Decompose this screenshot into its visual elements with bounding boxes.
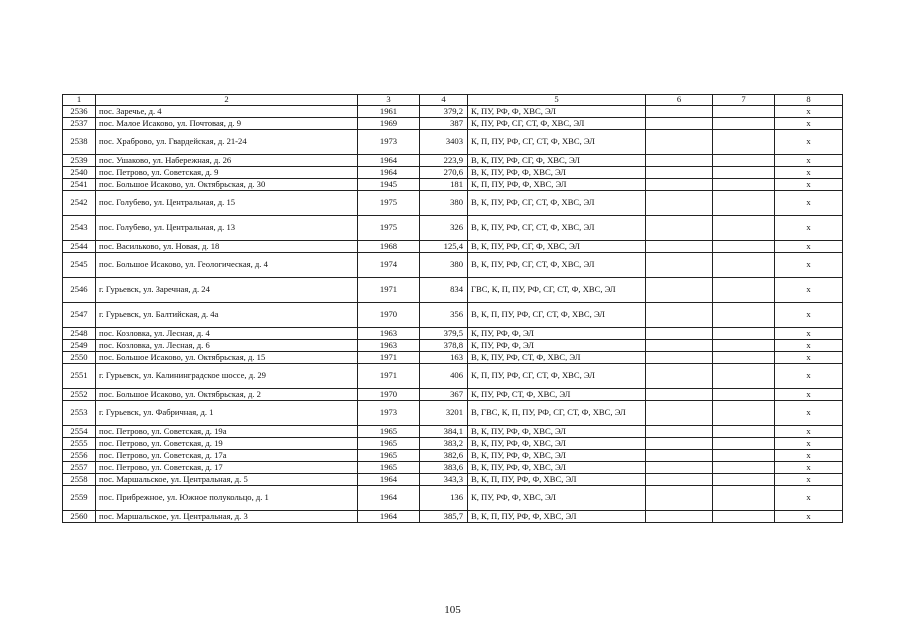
- row-address: пос. Петрово, ул. Советская, д. 19: [96, 438, 358, 450]
- row-area: 387: [420, 118, 468, 130]
- table-row: [63, 450, 843, 462]
- row-col7: [713, 474, 775, 486]
- page-number: 105: [444, 604, 461, 616]
- housing-register-table: [62, 94, 843, 523]
- row-col8: х: [775, 511, 843, 523]
- row-number: 2556: [63, 450, 96, 462]
- table-row: [63, 352, 843, 364]
- row-systems: К, П, ПУ, РФ, СГ, СТ, Ф, ХВС, ЭЛ: [468, 130, 646, 155]
- row-area: 380: [420, 253, 468, 278]
- row-col6: [646, 216, 713, 241]
- row-address: г. Гурьевск, ул. Балтийская, д. 4а: [96, 303, 358, 328]
- row-col8: х: [775, 340, 843, 352]
- row-systems: В, К, ПУ, РФ, Ф, ХВС, ЭЛ: [468, 438, 646, 450]
- row-address: пос. Петрово, ул. Советская, д. 9: [96, 167, 358, 179]
- row-systems: В, ГВС, К, П, ПУ, РФ, СГ, СТ, Ф, ХВС, ЭЛ: [468, 401, 646, 426]
- row-address: пос. Козловка, ул. Лесная, д. 6: [96, 340, 358, 352]
- table-row: [63, 389, 843, 401]
- row-year: 1965: [358, 426, 420, 438]
- row-col8: х: [775, 352, 843, 364]
- col-header-7: 7: [713, 95, 775, 106]
- row-col7: [713, 155, 775, 167]
- col-header-area: 4: [420, 95, 468, 106]
- table-row: [63, 179, 843, 191]
- row-year: 1973: [358, 401, 420, 426]
- row-systems: К, ПУ, РФ, Ф, ЭЛ: [468, 328, 646, 340]
- row-col7: [713, 511, 775, 523]
- table-row: [63, 253, 843, 278]
- row-col6: [646, 303, 713, 328]
- row-systems: К, П, ПУ, РФ, Ф, ХВС, ЭЛ: [468, 179, 646, 191]
- row-col8: х: [775, 462, 843, 474]
- row-area: 380: [420, 191, 468, 216]
- row-systems: К, ПУ, РФ, Ф, ЭЛ: [468, 340, 646, 352]
- row-col8: х: [775, 278, 843, 303]
- table-row: [63, 474, 843, 486]
- row-col6: [646, 450, 713, 462]
- col-header-systems: 5: [468, 95, 646, 106]
- row-area: 3201: [420, 401, 468, 426]
- row-col6: [646, 474, 713, 486]
- row-col6: [646, 253, 713, 278]
- row-address: пос. Большое Исаково, ул. Геологическая, д. 4: [96, 253, 358, 278]
- row-systems: В, К, ПУ, РФ, Ф, ХВС, ЭЛ: [468, 426, 646, 438]
- table-row: [63, 241, 843, 253]
- row-number: 2549: [63, 340, 96, 352]
- row-col8: х: [775, 130, 843, 155]
- row-address: пос. Голубево, ул. Центральная, д. 15: [96, 191, 358, 216]
- row-col8: х: [775, 191, 843, 216]
- row-area: 125,4: [420, 241, 468, 253]
- table-row: [63, 462, 843, 474]
- row-col6: [646, 130, 713, 155]
- row-col8: х: [775, 167, 843, 179]
- table-row: [63, 278, 843, 303]
- row-area: 384,1: [420, 426, 468, 438]
- row-year: 1963: [358, 340, 420, 352]
- row-number: 2536: [63, 106, 96, 118]
- row-systems: В, К, ПУ, РФ, Ф, ХВС, ЭЛ: [468, 450, 646, 462]
- row-year: 1964: [358, 155, 420, 167]
- row-col7: [713, 364, 775, 389]
- row-address: пос. Петрово, ул. Советская, д. 17а: [96, 450, 358, 462]
- row-systems: В, К, ПУ, РФ, СТ, Ф, ХВС, ЭЛ: [468, 352, 646, 364]
- table-row: [63, 118, 843, 130]
- row-systems: В, К, П, ПУ, РФ, Ф, ХВС, ЭЛ: [468, 474, 646, 486]
- row-address: пос. Храброво, ул. Гвардейская, д. 21-24: [96, 130, 358, 155]
- row-systems: В, К, ПУ, РФ, СГ, Ф, ХВС, ЭЛ: [468, 241, 646, 253]
- row-col7: [713, 462, 775, 474]
- row-number: 2537: [63, 118, 96, 130]
- row-number: 2547: [63, 303, 96, 328]
- row-col8: х: [775, 438, 843, 450]
- row-area: 379,2: [420, 106, 468, 118]
- row-address: пос. Ушаково, ул. Набережная, д. 26: [96, 155, 358, 167]
- row-number: 2557: [63, 462, 96, 474]
- row-col8: х: [775, 486, 843, 511]
- row-col6: [646, 340, 713, 352]
- row-address: пос. Большое Исаково, ул. Октябрьская, д. 30: [96, 179, 358, 191]
- row-area: 385,7: [420, 511, 468, 523]
- row-number: 2554: [63, 426, 96, 438]
- row-col8: х: [775, 389, 843, 401]
- table-row: [63, 328, 843, 340]
- row-year: 1975: [358, 191, 420, 216]
- row-address: г. Гурьевск, ул. Калининградское шоссе, д. 29: [96, 364, 358, 389]
- row-address: пос. Прибрежное, ул. Южное полукольцо, д. 1: [96, 486, 358, 511]
- row-systems: В, К, ПУ, РФ, СГ, Ф, ХВС, ЭЛ: [468, 155, 646, 167]
- table-row: [63, 167, 843, 179]
- row-col8: х: [775, 474, 843, 486]
- row-col7: [713, 130, 775, 155]
- row-col6: [646, 352, 713, 364]
- row-col8: х: [775, 179, 843, 191]
- row-area: 326: [420, 216, 468, 241]
- row-col8: х: [775, 401, 843, 426]
- row-area: 356: [420, 303, 468, 328]
- row-col7: [713, 450, 775, 462]
- row-systems: К, ПУ, РФ, Ф, ХВС, ЭЛ: [468, 486, 646, 511]
- row-col7: [713, 118, 775, 130]
- col-header-6: 6: [646, 95, 713, 106]
- row-area: 367: [420, 389, 468, 401]
- row-systems: В, К, П, ПУ, РФ, СГ, СТ, Ф, ХВС, ЭЛ: [468, 303, 646, 328]
- row-col7: [713, 278, 775, 303]
- table-row: [63, 438, 843, 450]
- row-col8: х: [775, 253, 843, 278]
- row-col7: [713, 167, 775, 179]
- table-row: [63, 106, 843, 118]
- row-number: 2548: [63, 328, 96, 340]
- row-number: 2545: [63, 253, 96, 278]
- row-col8: х: [775, 364, 843, 389]
- row-col8: х: [775, 155, 843, 167]
- row-address: пос. Голубево, ул. Центральная, д. 13: [96, 216, 358, 241]
- row-col7: [713, 191, 775, 216]
- row-col6: [646, 191, 713, 216]
- row-area: 136: [420, 486, 468, 511]
- row-col7: [713, 241, 775, 253]
- row-systems: В, К, ПУ, РФ, Ф, ХВС, ЭЛ: [468, 167, 646, 179]
- header-row: [63, 95, 843, 106]
- row-col6: [646, 438, 713, 450]
- row-col6: [646, 328, 713, 340]
- table-row: [63, 486, 843, 511]
- row-col7: [713, 486, 775, 511]
- row-systems: К, ПУ, РФ, Ф, ХВС, ЭЛ: [468, 106, 646, 118]
- row-number: 2538: [63, 130, 96, 155]
- row-area: 163: [420, 352, 468, 364]
- row-col6: [646, 511, 713, 523]
- row-address: пос. Козловка, ул. Лесная, д. 4: [96, 328, 358, 340]
- row-col8: х: [775, 106, 843, 118]
- row-year: 1970: [358, 389, 420, 401]
- row-col8: х: [775, 118, 843, 130]
- row-col6: [646, 389, 713, 401]
- row-address: г. Гурьевск, ул. Фабричная, д. 1: [96, 401, 358, 426]
- row-year: 1969: [358, 118, 420, 130]
- col-header-year: 3: [358, 95, 420, 106]
- row-area: 223,9: [420, 155, 468, 167]
- row-systems: В, К, ПУ, РФ, СГ, СТ, Ф, ХВС, ЭЛ: [468, 191, 646, 216]
- row-col6: [646, 167, 713, 179]
- row-col7: [713, 179, 775, 191]
- row-col8: х: [775, 303, 843, 328]
- row-address: пос. Васильково, ул. Новая, д. 18: [96, 241, 358, 253]
- row-year: 1964: [358, 486, 420, 511]
- row-area: 406: [420, 364, 468, 389]
- row-col8: х: [775, 328, 843, 340]
- row-address: пос. Маршальское, ул. Центральная, д. 5: [96, 474, 358, 486]
- row-col6: [646, 179, 713, 191]
- row-systems: В, К, ПУ, РФ, СГ, СТ, Ф, ХВС, ЭЛ: [468, 216, 646, 241]
- row-col7: [713, 389, 775, 401]
- row-year: 1973: [358, 130, 420, 155]
- row-col6: [646, 118, 713, 130]
- row-col6: [646, 106, 713, 118]
- row-col7: [713, 340, 775, 352]
- row-number: 2544: [63, 241, 96, 253]
- col-header-8: 8: [775, 95, 843, 106]
- row-area: 181: [420, 179, 468, 191]
- row-year: 1974: [358, 253, 420, 278]
- row-systems: К, ПУ, РФ, СТ, Ф, ХВС, ЭЛ: [468, 389, 646, 401]
- table-row: [63, 511, 843, 523]
- row-address: пос. Петрово, ул. Советская, д. 17: [96, 462, 358, 474]
- table-row: [63, 216, 843, 241]
- row-year: 1945: [358, 179, 420, 191]
- row-number: 2550: [63, 352, 96, 364]
- row-col7: [713, 352, 775, 364]
- row-systems: ГВС, К, П, ПУ, РФ, СГ, СТ, Ф, ХВС, ЭЛ: [468, 278, 646, 303]
- table-row: [63, 130, 843, 155]
- row-number: 2546: [63, 278, 96, 303]
- row-col8: х: [775, 450, 843, 462]
- row-year: 1971: [358, 364, 420, 389]
- row-systems: В, К, ПУ, РФ, СГ, СТ, Ф, ХВС, ЭЛ: [468, 253, 646, 278]
- row-col8: х: [775, 241, 843, 253]
- row-number: 2559: [63, 486, 96, 511]
- row-col6: [646, 401, 713, 426]
- row-area: 834: [420, 278, 468, 303]
- row-col7: [713, 328, 775, 340]
- row-number: 2553: [63, 401, 96, 426]
- row-col7: [713, 303, 775, 328]
- col-header-address: 2: [96, 95, 358, 106]
- table-body: [63, 106, 843, 523]
- row-col7: [713, 106, 775, 118]
- row-address: пос. Заречье, д. 4: [96, 106, 358, 118]
- row-col6: [646, 155, 713, 167]
- row-year: 1961: [358, 106, 420, 118]
- row-col7: [713, 426, 775, 438]
- row-year: 1965: [358, 438, 420, 450]
- row-year: 1965: [358, 462, 420, 474]
- table-row: [63, 303, 843, 328]
- row-number: 2540: [63, 167, 96, 179]
- row-year: 1971: [358, 352, 420, 364]
- row-area: 379,5: [420, 328, 468, 340]
- row-number: 2542: [63, 191, 96, 216]
- row-address: пос. Большое Исаково, ул. Октябрьская, д. 15: [96, 352, 358, 364]
- row-col7: [713, 253, 775, 278]
- row-col7: [713, 401, 775, 426]
- row-area: 3403: [420, 130, 468, 155]
- row-systems: К, П, ПУ, РФ, СГ, СТ, Ф, ХВС, ЭЛ: [468, 364, 646, 389]
- row-area: 382,6: [420, 450, 468, 462]
- row-address: пос. Малое Исаково, ул. Почтовая, д. 9: [96, 118, 358, 130]
- table-row: [63, 340, 843, 352]
- row-area: 383,6: [420, 462, 468, 474]
- row-number: 2543: [63, 216, 96, 241]
- row-systems: В, К, П, ПУ, РФ, Ф, ХВС, ЭЛ: [468, 511, 646, 523]
- table-row: [63, 191, 843, 216]
- row-address: пос. Маршальское, ул. Центральная, д. 3: [96, 511, 358, 523]
- row-systems: В, К, ПУ, РФ, Ф, ХВС, ЭЛ: [468, 462, 646, 474]
- row-address: пос. Большое Исаково, ул. Октябрьская, д. 2: [96, 389, 358, 401]
- row-number: 2552: [63, 389, 96, 401]
- row-col8: х: [775, 216, 843, 241]
- row-year: 1964: [358, 474, 420, 486]
- row-year: 1968: [358, 241, 420, 253]
- row-number: 2555: [63, 438, 96, 450]
- row-col8: х: [775, 426, 843, 438]
- row-area: 383,2: [420, 438, 468, 450]
- row-year: 1964: [358, 511, 420, 523]
- row-col6: [646, 278, 713, 303]
- col-header-no: 1: [63, 95, 96, 106]
- table-row: [63, 401, 843, 426]
- row-col7: [713, 216, 775, 241]
- row-year: 1964: [358, 167, 420, 179]
- row-year: 1971: [358, 278, 420, 303]
- row-year: 1965: [358, 450, 420, 462]
- row-year: 1975: [358, 216, 420, 241]
- table-row: [63, 155, 843, 167]
- row-col6: [646, 364, 713, 389]
- row-year: 1963: [358, 328, 420, 340]
- row-number: 2560: [63, 511, 96, 523]
- row-number: 2539: [63, 155, 96, 167]
- row-number: 2558: [63, 474, 96, 486]
- row-area: 343,3: [420, 474, 468, 486]
- row-col6: [646, 426, 713, 438]
- table-row: [63, 364, 843, 389]
- row-col7: [713, 438, 775, 450]
- row-area: 270,6: [420, 167, 468, 179]
- row-number: 2551: [63, 364, 96, 389]
- row-year: 1970: [358, 303, 420, 328]
- row-col6: [646, 486, 713, 511]
- row-systems: К, ПУ, РФ, СГ, СТ, Ф, ХВС, ЭЛ: [468, 118, 646, 130]
- row-address: г. Гурьевск, ул. Заречная, д. 24: [96, 278, 358, 303]
- row-area: 378,8: [420, 340, 468, 352]
- row-col6: [646, 462, 713, 474]
- row-address: пос. Петрово, ул. Советская, д. 19а: [96, 426, 358, 438]
- row-number: 2541: [63, 179, 96, 191]
- row-col6: [646, 241, 713, 253]
- table-row: [63, 426, 843, 438]
